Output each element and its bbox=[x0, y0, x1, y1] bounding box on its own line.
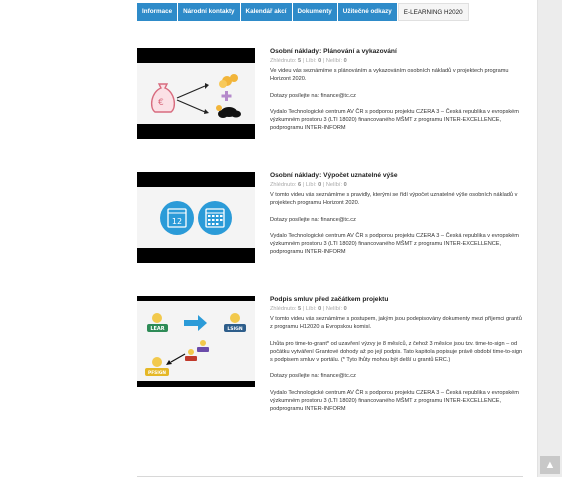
video-description: V tomto videu vás seznámíme s pravidly, kterými se řídí výpočet uznatelné výše osobních nákladů v projektech programu Horizont 2020. bbox=[270, 192, 518, 207]
video-info bbox=[270, 48, 525, 141]
svg-text:€: € bbox=[158, 98, 164, 108]
tab-dokumenty[interactable]: Dokumenty bbox=[293, 3, 337, 21]
chevron-up-icon[interactable]: ▲ bbox=[540, 456, 560, 474]
tab-informace[interactable]: Informace bbox=[137, 3, 177, 21]
video-info bbox=[270, 296, 525, 422]
video-thumbnail[interactable] bbox=[137, 48, 255, 139]
pfsign-label: PFSIGN bbox=[148, 371, 166, 376]
likes-label: Líbí: bbox=[305, 182, 317, 188]
video-stats: Zhlédnuto: 6 | Líbí: 0 | Nelíbí: 0 bbox=[270, 182, 347, 188]
video-description: Ve videu vás seznámíme s plánováním a vykazováním osobních nákladů v projektech programu Horizont 2020. bbox=[270, 68, 509, 83]
tab-narodni-kontakty[interactable]: Národní kontakty bbox=[178, 3, 239, 21]
video-title[interactable]: Podpis smluv před začátkem projektu bbox=[270, 296, 389, 303]
page-scrollbar[interactable] bbox=[537, 0, 562, 477]
video-title[interactable]: Osobní náklady: Výpočet uznatelné výše bbox=[270, 172, 398, 179]
views-count: 5 bbox=[298, 58, 302, 64]
tab-e-learning[interactable]: E-LEARNING H2020 bbox=[398, 3, 469, 21]
likes-count: 0 bbox=[318, 58, 322, 64]
views-count: 6 bbox=[298, 182, 302, 188]
money-distribution-illustration bbox=[137, 48, 255, 139]
likes-label: Líbí: bbox=[305, 58, 317, 64]
views-label: Zhlédnuto: bbox=[270, 58, 297, 64]
video-contact: Dotazy posílejte na: finance@tc.cz bbox=[270, 92, 356, 99]
signing-flow-illustration bbox=[137, 296, 255, 387]
video-stats: Zhlédnuto: 5 | Líbí: 0 | Nelíbí: 0 bbox=[270, 58, 347, 64]
likes-count: 0 bbox=[318, 182, 322, 188]
video-publisher: Vydalo Technologické centrum AV ČR s podporou projektu CZERA 3 – Česká republika v evropském výzkumném prostoru 3 (LTI 18020) financovaného MŠMT z programu INTER-EXCELLENCE, podprogramu INTER-INFORM bbox=[270, 108, 519, 132]
video-publisher: Vydalo Technologické centrum AV ČR s podporou projektu CZERA 3 – Česká republika v evropském výzkumném prostoru 3 (LTI 18020) financovaného MŠMT z programu INTER-EXCELLENCE, podprogramu INTER-INFORM bbox=[270, 389, 519, 413]
video-contact: Dotazy posílejte na: finance@tc.cz bbox=[270, 216, 356, 223]
video-description: V tomto videu vás seznámíme s postupem, jakým jsou podepisovány dokumenty mezi příjemci grantů z programu H12020 a Evropskou komisí. bbox=[270, 316, 522, 331]
dislikes-label: Nelíbí: bbox=[325, 182, 342, 188]
calendar-day: 12 bbox=[171, 217, 183, 226]
video-title[interactable]: Osobní náklady: Plánování a vykazování bbox=[270, 48, 397, 55]
dislikes-count: 0 bbox=[343, 306, 347, 312]
likes-count: 0 bbox=[318, 306, 322, 312]
video-publisher: Vydalo Technologické centrum AV ČR s podporou projektu CZERA 3 – Česká republika v evropském výzkumném prostoru 3 (LTI 18020) financovaného MŠMT z programu INTER-EXCELLENCE, podprogramu INTER-INFORM bbox=[270, 232, 519, 256]
dislikes-label: Nelíbí: bbox=[325, 58, 342, 64]
likes-label: Líbí: bbox=[305, 306, 317, 312]
video-info bbox=[270, 172, 525, 265]
tab-uzitecne-odkazy[interactable]: Užitečné odkazy bbox=[338, 3, 397, 21]
lear-label: LEAR bbox=[150, 326, 165, 332]
tab-kalendar-akci[interactable]: Kalendář akcí bbox=[241, 3, 292, 21]
video-stats: Zhlédnuto: 5 | Líbí: 0 | Nelíbí: 0 bbox=[270, 306, 347, 312]
tab-bar bbox=[137, 3, 470, 21]
calendar-illustration bbox=[137, 172, 255, 263]
dislikes-count: 0 bbox=[343, 58, 347, 64]
video-thumbnail[interactable] bbox=[137, 172, 255, 263]
dislikes-count: 0 bbox=[343, 182, 347, 188]
lsign-label: LSIGN bbox=[227, 327, 243, 332]
views-count: 5 bbox=[298, 306, 302, 312]
video-deadline-info: Lhůta pro time-to-grant* od uzavření výzvy je 8 měsíců, z čehož 3 měsíce jsou tzv. time-to-sign – od počátku vytváření Grantové dohody až po její podpis. Tato kapitola popisuje právě období time-to-sign s podpisem smluv v portálu. (* Tyto lhůty mohou být delší u grantů ERC.) bbox=[270, 340, 523, 364]
views-label: Zhlédnuto: bbox=[270, 182, 297, 188]
views-label: Zhlédnuto: bbox=[270, 306, 297, 312]
video-thumbnail[interactable] bbox=[137, 296, 255, 387]
dislikes-label: Nelíbí: bbox=[325, 306, 342, 312]
video-contact: Dotazy posílejte na: finance@tc.cz bbox=[270, 373, 356, 380]
